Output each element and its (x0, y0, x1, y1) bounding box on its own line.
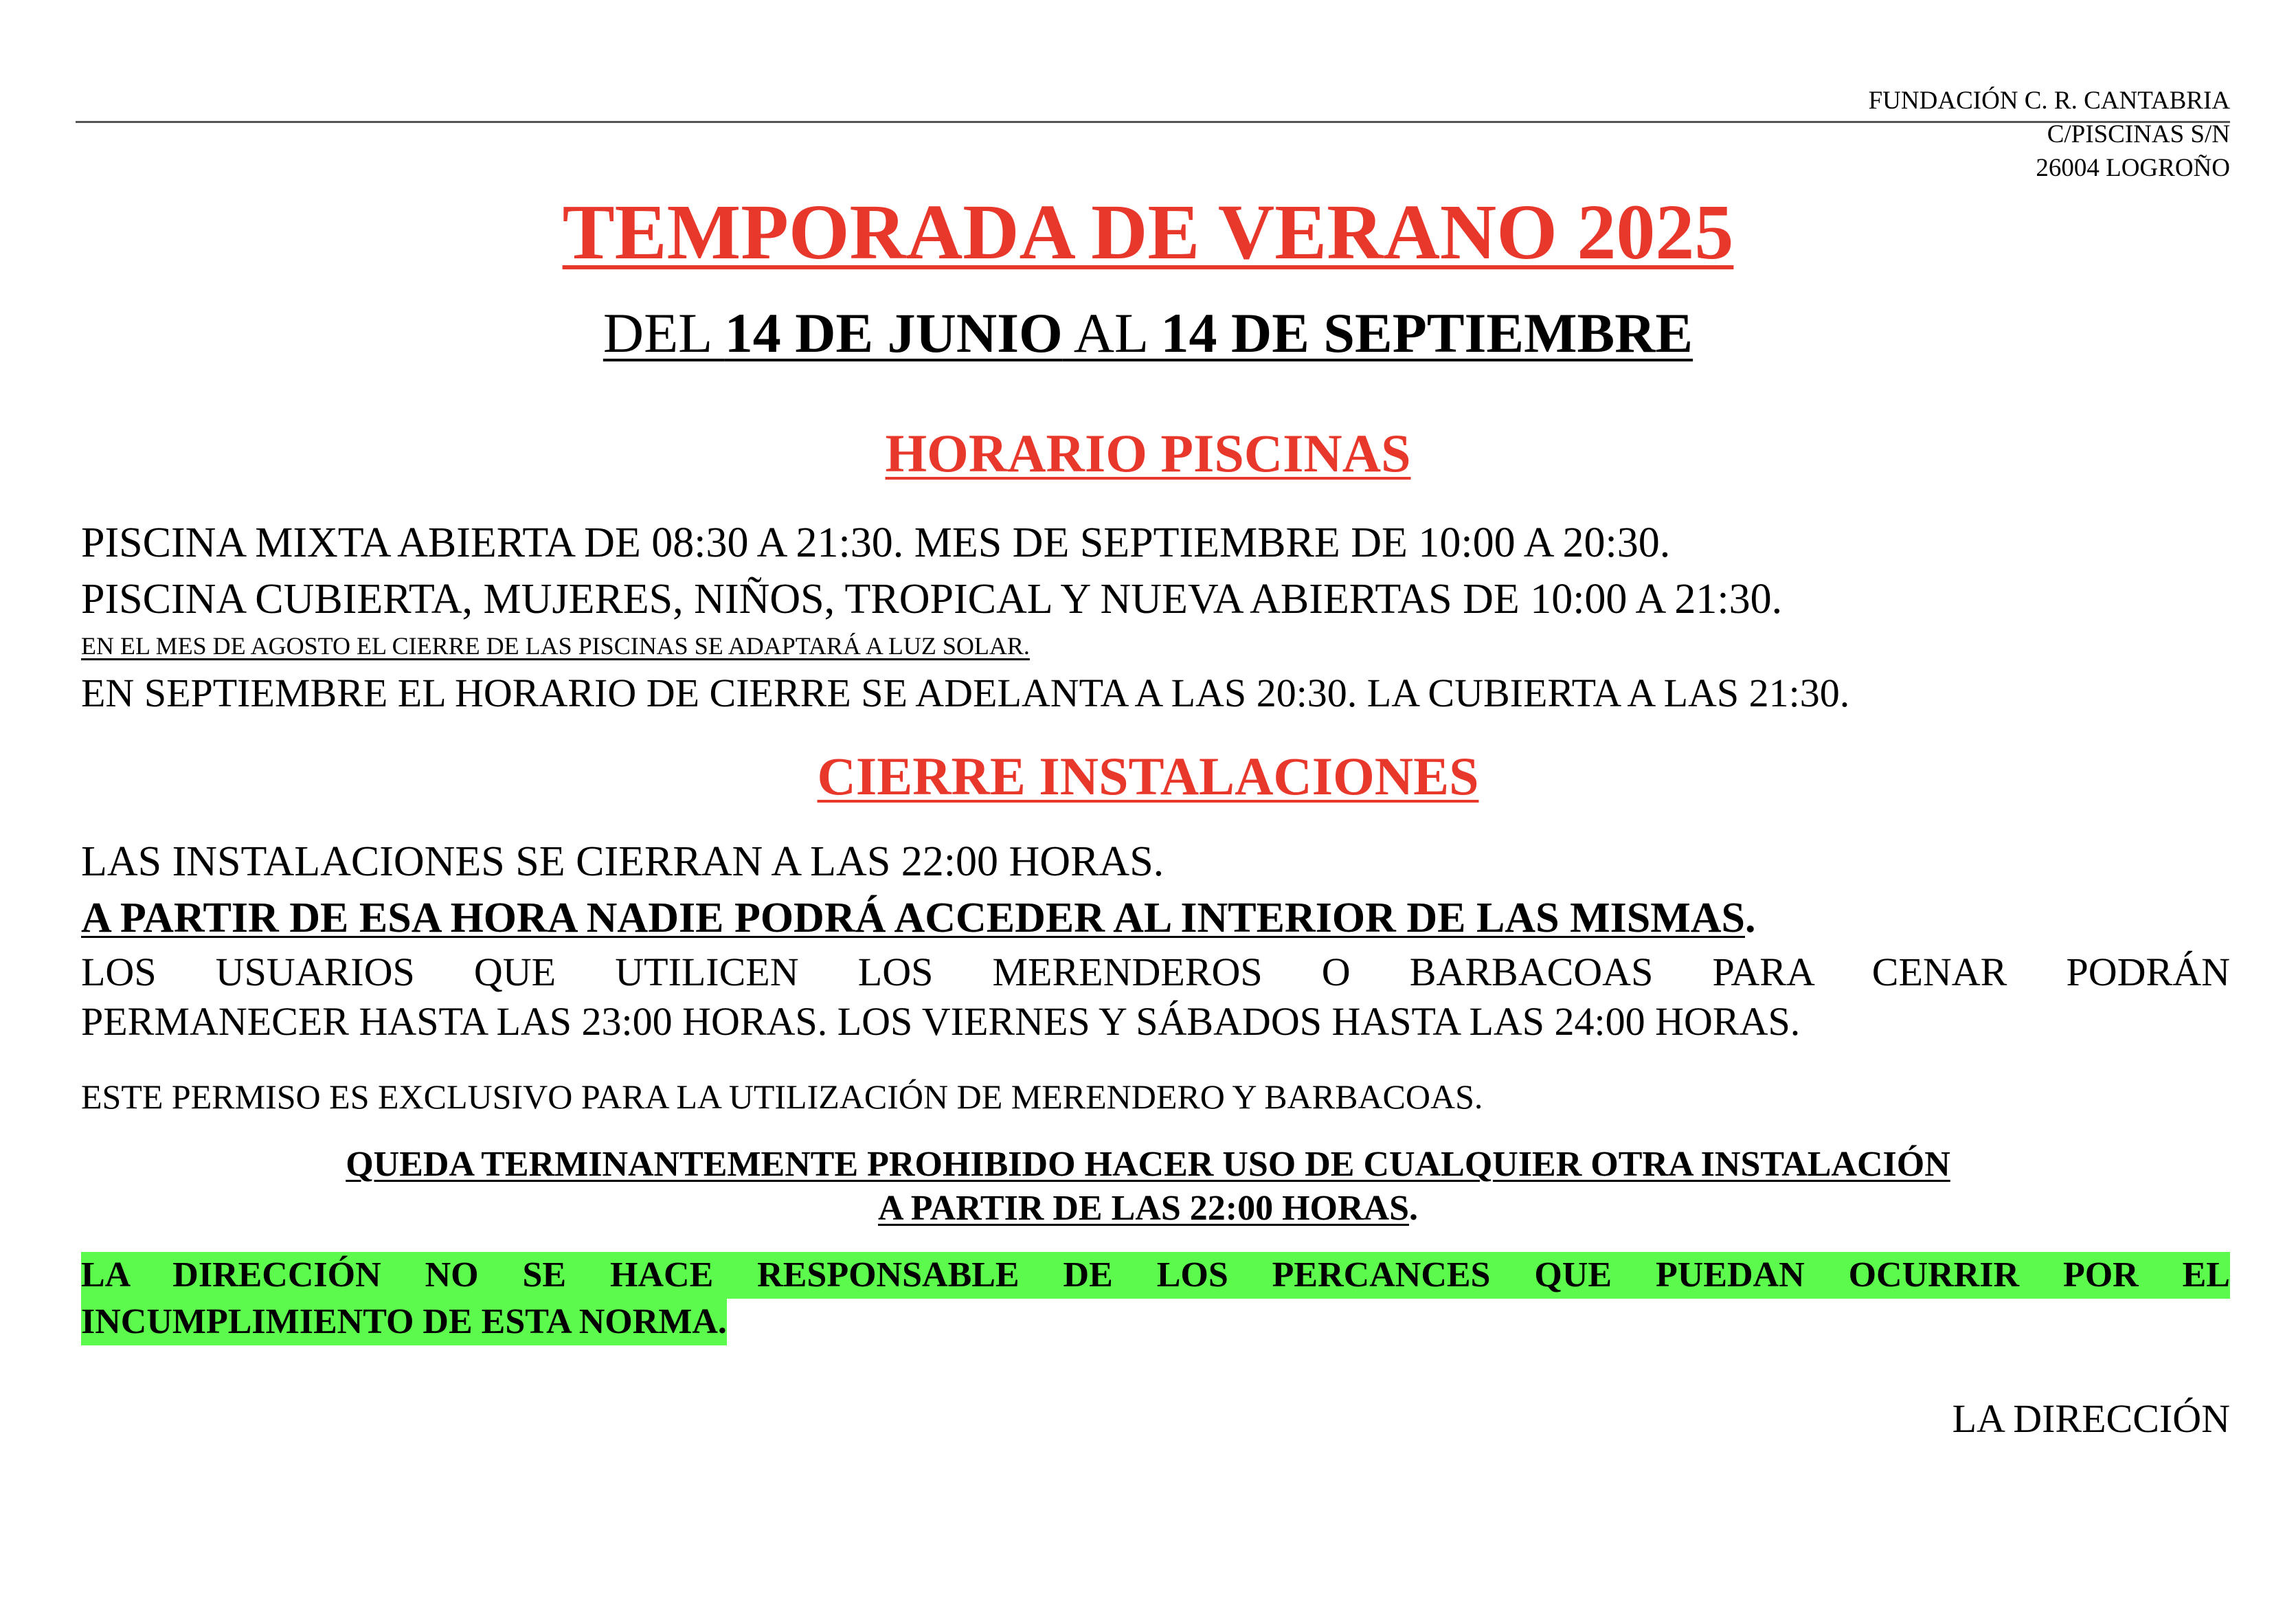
dates-start: 14 DE JUNIO (724, 302, 1063, 364)
closing-time: LAS INSTALACIONES SE CIERRAN A LAS 22:00 HORAS. (81, 838, 1164, 885)
organization-name: FUNDACIÓN C. R. CANTABRIA (1868, 87, 2230, 115)
pools-heading: HORARIO PISCINAS (885, 423, 1411, 483)
pools-august-note: EN EL MES DE AGOSTO EL CIERRE DE LAS PISCINAS SE ADAPTARÁ A LUZ SOLAR. (81, 632, 1030, 660)
picnic-users-line-2: PERMANECER HASTA LAS 23:00 HORAS. LOS VIERNES Y SÁBADOS HASTA LAS 24:00 HORAS. (81, 999, 1801, 1044)
disclaimer-line-1: LA DIRECCIÓN NO SE HACE RESPONSABLE DE LOS PERCANCES QUE PUEDAN OCURRIR POR EL (81, 1252, 2230, 1299)
signature: LA DIRECCIÓN (1952, 1396, 2230, 1441)
closing-warning: A PARTIR DE ESA HORA NADIE PODRÁ ACCEDER AL INTERIOR DE LAS MISMAS. (81, 895, 1756, 941)
permit-note: ESTE PERMISO ES EXCLUSIVO PARA LA UTILIZACIÓN DE MERENDERO Y BARBACOAS. (81, 1077, 1483, 1116)
season-title: TEMPORADA DE VERANO 2025 (562, 188, 1734, 276)
pools-september-closing: EN SEPTIEMBRE EL HORARIO DE CIERRE SE ADELANTA A LAS 20:30. LA CUBIERTA A LAS 21:30. (81, 671, 1850, 715)
pools-schedule-others: PISCINA CUBIERTA, MUJERES, NIÑOS, TROPICAL Y NUEVA ABIERTAS DE 10:00 A 21:30. (81, 576, 1783, 623)
disclaimer (81, 1252, 2230, 1345)
prohibition-line-2: A PARTIR DE LAS 22:00 HORAS. (878, 1189, 1418, 1228)
pools-schedule-mixed: PISCINA MIXTA ABIERTA DE 08:30 A 21:30. MES DE SEPTIEMBRE DE 10:00 A 20:30. (81, 519, 1671, 566)
closing-heading: CIERRE INSTALACIONES (817, 746, 1479, 806)
organization-address (1869, 84, 2230, 185)
prohibition-line-1: QUEDA TERMINANTEMENTE PROHIBIDO HACER USO DE CUALQUIER OTRA INSTALACIÓN (346, 1145, 1950, 1184)
season-dates (0, 295, 2296, 371)
page-title (0, 184, 2296, 280)
disclaimer-line-2: INCUMPLIMIENTO DE ESTA NORMA. (81, 1299, 727, 1345)
organization-street: C/PISCINAS S/N (2047, 120, 2230, 148)
dates-prefix: DEL (603, 302, 725, 364)
dates-middle: AL (1062, 302, 1161, 364)
dates-end: 14 DE SEPTIEMBRE (1160, 302, 1693, 364)
picnic-users-line-1: LOS USUARIOS QUE UTILICEN LOS MERENDEROS O BARBACOAS PARA CENAR PODRÁN (81, 950, 2230, 994)
organization-city: 26004 LOGROÑO (2036, 154, 2230, 182)
